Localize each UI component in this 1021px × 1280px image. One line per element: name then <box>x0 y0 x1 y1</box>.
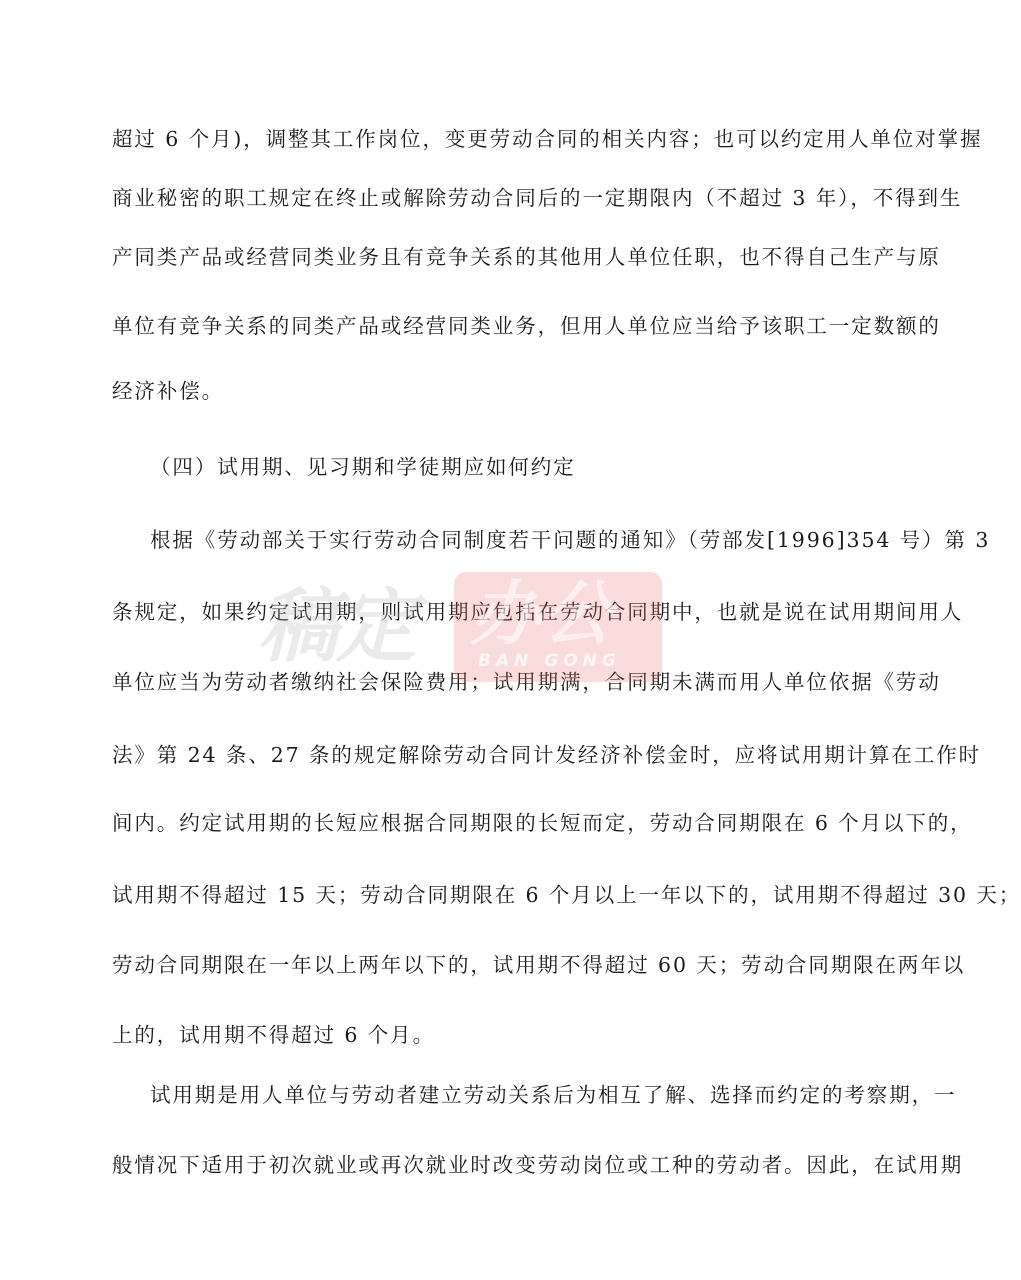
text-line: 超过 6 个月)，调整其工作岗位，变更劳动合同的相关内容；也可以约定用人单位对掌握 <box>112 127 983 151</box>
text-line: 单位应当为劳动者缴纳社会保险费用；试用期满，合同期未满而用人单位依据《劳动 <box>112 670 941 694</box>
text-line: 劳动合同期限在一年以上两年以下的，试用期不得超过 60 天；劳动合同期限在两年以 <box>112 953 966 977</box>
text-line: 根据《劳动部关于实行劳动合同制度若干问题的通知》（劳部发[1996]354 号）第 3 <box>150 528 991 552</box>
section-heading: （四）试用期、见习期和学徒期应如何约定 <box>150 455 576 479</box>
text-line: 间内。约定试用期的长短应根据合同期限的长短而定，劳动合同期限在 6 个月以下的， <box>112 811 973 835</box>
text-line: 商业秘密的职工规定在终止或解除劳动合同后的一定期限内（不超过 3 年），不得到生 <box>112 186 963 210</box>
text-line: 般情况下适用于初次就业或再次就业时改变劳动岗位或工种的劳动者。因此，在试用期 <box>112 1153 964 1177</box>
watermark-left-text: 稿定 <box>258 580 414 673</box>
watermark-sub-text: BAN GONG <box>478 651 621 671</box>
text-line: 条规定，如果约定试用期，则试用期应包括在劳动合同期中，也就是说在试用期间用人 <box>112 600 964 624</box>
watermark-box <box>454 572 662 682</box>
text-line: 经济补偿。 <box>112 379 224 403</box>
text-line: 产同类产品或经营同类业务且有竞争关系的其他用人单位任职，也不得自己生产与原 <box>112 245 941 269</box>
watermark-right-text: 办公 <box>470 573 614 655</box>
text-line: 单位有竞争关系的同类产品或经营同类业务，但用人单位应当给予该职工一定数额的 <box>112 314 941 338</box>
text-line: 上的，试用期不得超过 6 个月。 <box>112 1023 435 1047</box>
text-line: 法》第 24 条、27 条的规定解除劳动合同计发经济补偿金时，应将试用期计算在工作时 <box>112 743 982 767</box>
watermark-logo <box>258 572 662 682</box>
text-line: 试用期是用人单位与劳动者建立劳动关系后为相互了解、选择而约定的考察期，一 <box>150 1083 957 1107</box>
text-line: 试用期不得超过 15 天；劳动合同期限在 6 个月以上一年以下的，试用期不得超过 30 天； <box>112 883 1021 907</box>
